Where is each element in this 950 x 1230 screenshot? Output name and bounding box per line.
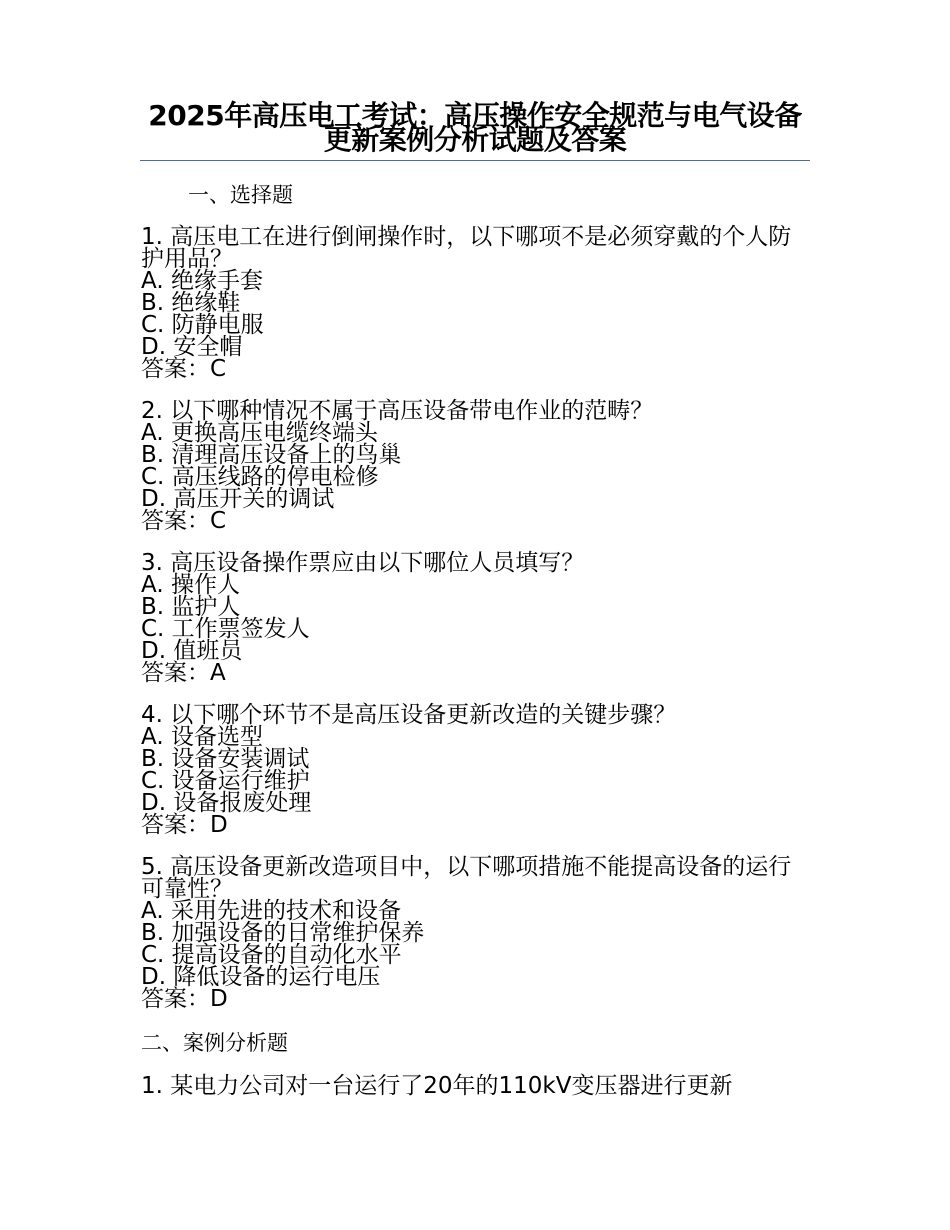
case-question-text: 1. 某电力公司对一台运行了20年的110kV变压器进行更新: [141, 1073, 733, 1099]
option-d: D. 降低设备的运行电压: [141, 964, 381, 990]
option-b: B. 加强设备的日常维护保养: [141, 920, 425, 946]
question-1: [141, 226, 801, 380]
document-title: 2025年高压电工考试：高压操作安全规范与电气设备更新案例分析试题及答案: [148, 99, 802, 156]
option-b: B. 设备安装调试: [141, 746, 310, 772]
answer: 答案：A: [141, 660, 226, 686]
option-c: C. 工作票签发人: [141, 616, 310, 642]
question-2: [141, 400, 801, 532]
option-c: C. 提高设备的自动化水平: [141, 942, 402, 968]
question-4: [141, 704, 801, 836]
option-a: A. 采用先进的技术和设备: [141, 898, 401, 924]
question-stem: 3. 高压设备操作票应由以下哪位人员填写？: [141, 550, 585, 576]
option-a: A. 设备选型: [141, 724, 263, 750]
question-stem: 1. 高压电工在进行倒闸操作时，以下哪项不是必须穿戴的个人防护用品？: [141, 224, 792, 272]
option-a: A. 更换高压电缆终端头: [141, 420, 378, 446]
title-underline: [140, 160, 810, 161]
section-heading-case: 二、案例分析题: [141, 1031, 288, 1055]
option-b: B. 监护人: [141, 594, 241, 620]
option-d: D. 设备报废处理: [141, 790, 312, 816]
option-list: [141, 422, 801, 510]
question-stem: 5. 高压设备更新改造项目中，以下哪项措施不能提高设备的运行可靠性？: [141, 854, 792, 902]
option-d: D. 高压开关的调试: [141, 486, 335, 512]
option-b: B. 绝缘鞋: [141, 290, 241, 316]
option-b: B. 清理高压设备上的鸟巢: [141, 442, 402, 468]
option-a: A. 操作人: [141, 572, 240, 598]
option-d: D. 值班员: [141, 638, 243, 664]
question-3: [141, 552, 801, 684]
answer: 答案：D: [141, 986, 228, 1012]
question-stem: 2. 以下哪种情况不属于高压设备带电作业的范畴？: [141, 398, 654, 424]
question-stem: 4. 以下哪个环节不是高压设备更新改造的关键步骤？: [141, 702, 677, 728]
answer: 答案：D: [141, 812, 228, 838]
option-c: C. 设备运行维护: [141, 768, 310, 794]
option-list: [141, 900, 801, 988]
option-a: A. 绝缘手套: [141, 268, 263, 294]
answer: 答案：C: [141, 356, 227, 382]
option-c: C. 防静电服: [141, 312, 264, 338]
option-c: C. 高压线路的停电检修: [141, 464, 379, 490]
option-list: [141, 574, 801, 662]
option-d: D. 安全帽: [141, 334, 243, 360]
question-5: [141, 856, 801, 1010]
option-list: [141, 270, 801, 358]
answer: 答案：C: [141, 508, 227, 534]
option-list: [141, 726, 801, 814]
section-heading-choice: 一、选择题: [188, 183, 293, 207]
